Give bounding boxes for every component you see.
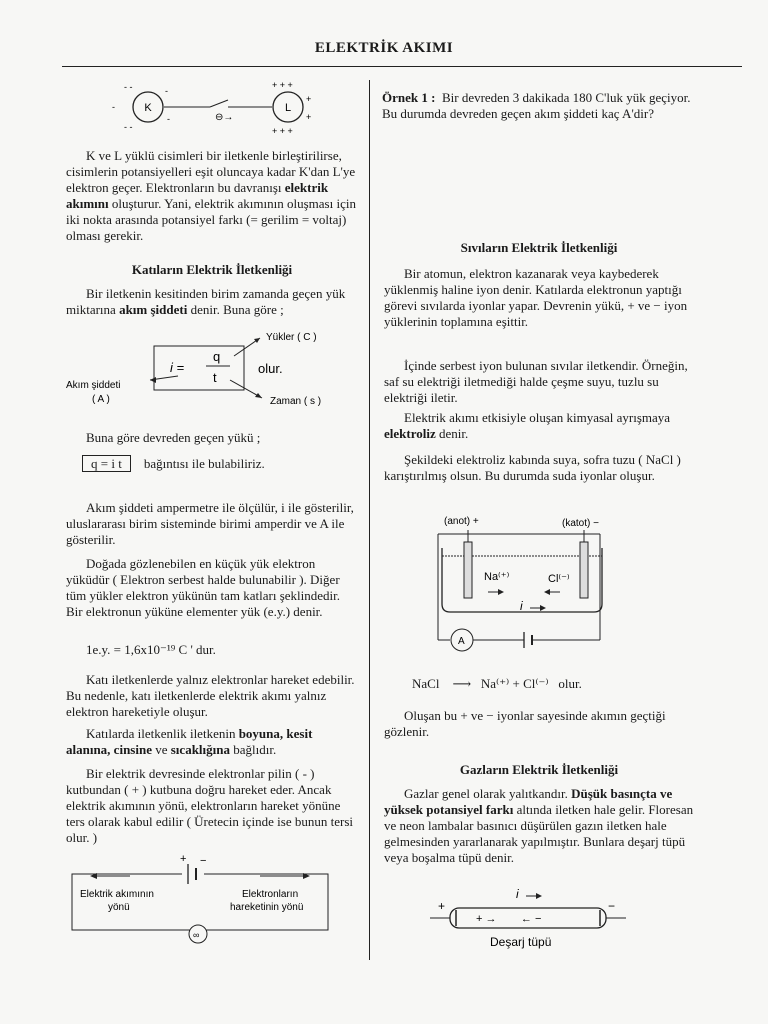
charged-spheres-figure (110, 80, 330, 142)
svg-text:olur.: olur. (258, 361, 283, 376)
svg-text:Yükler ( C ): Yükler ( C ) (266, 332, 317, 343)
svg-text:q: q (213, 349, 221, 364)
electrolysis-cell-figure (420, 512, 630, 657)
svg-text:−: − (200, 855, 207, 867)
current-formula-figure (66, 328, 356, 418)
svg-text:hareketinin yönü: hareketinin yönü (230, 902, 304, 913)
svg-text:+: + (306, 112, 312, 122)
svg-text:Elektronların: Elektronların (242, 889, 299, 900)
svg-text:A: A (458, 636, 465, 647)
gas-conductivity-paragraph: Gazlar genel olarak yalıtkandır. Düşük basınçta ve yüksek potansiyel farkı altında iletken hale gelir. Floresan ve neon lambalar basınıcı düşürülen gazın iletken hale gelmesinden yararlanarak yapılmıştır. Bunlara deşarj tüpü veya boşalma tüpü denir. (384, 786, 694, 865)
ions-current-paragraph: Oluşan bu + ve − iyonlar sayesinde akımın geçtiği gözlenir. (384, 708, 666, 739)
svg-text:yönü: yönü (108, 902, 130, 913)
svg-text:∞: ∞ (193, 930, 200, 940)
heading-gases: Gazların Elektrik İletkenliği (459, 762, 619, 777)
svg-text:Zaman ( s ): Zaman ( s ) (270, 396, 322, 407)
svg-text:Cl⁽⁻⁾: Cl⁽⁻⁾ (548, 573, 570, 585)
svg-text:-: - (167, 114, 170, 124)
svg-text:+ + +: + + + (272, 80, 293, 90)
current-direction-circuit (70, 852, 340, 952)
elementary-charge-paragraph: Doğada gözlenebilen en küçük yük elektron yüküdür ( Elektron serbest halde bulunabilir ). Diğer tüm yükler elektron yükünün tam katları şeklindedir. Bir elektronun yüküne elementer yük (e.y.) denir. (66, 556, 341, 619)
heading-liquids: Sıvıların Elektrik İletkenliği (460, 240, 618, 255)
charge-intro: Buna göre devreden geçen yükü ; (86, 430, 261, 445)
svg-text:i: i (516, 887, 519, 901)
svg-text:-: - (112, 102, 115, 112)
page-title: ELEKTRİK AKIMI (314, 40, 454, 56)
svg-text:Elektrik akımının: Elektrik akımının (80, 889, 154, 900)
conductive-liquids: İçinde serbest iyon bulunan sıvılar iletkendir. Örneğin, saf su elektriği iletmediği halde çeşme suyu, tuzlu su elektriği iletir. (384, 358, 688, 405)
svg-text:t: t (213, 370, 217, 385)
svg-text:-: - (165, 86, 168, 96)
electrolysis-equation: NaCl ⟶ Na⁽⁺⁾ + Cl⁽⁻⁾ olur. (412, 676, 582, 691)
svg-text:Deşarj tüpü: Deşarj tüpü (490, 935, 552, 949)
svg-text:(anot) +: (anot) + (444, 516, 479, 527)
solid-conductors-paragraph: Katı iletkenlerde yalnız elektronlar hareket edebilir. Bu nedenle, katı iletkenlerde elektrik akımı yalnız elektron hareketiyle oluşur. (66, 672, 355, 719)
svg-text:⊖→: ⊖→ (215, 112, 234, 123)
intro-paragraph: K ve L yüklü cisimleri bir iletkenle birleştirilirse, cisimlerin potansiyelleri eşit oluncaya kadar K'dan L'ye elektron geçer. Elektronların bu davranışı elektrik akımını oluşturur. Yani, elektrik akımının oluşması için iki nokta arasında potansiyel farkı (= gerilim = voltaj) olması gerekir. (66, 148, 356, 243)
qit-formula: q = i t bağıntısı ile bulabiliriz. (82, 456, 372, 472)
svg-text:- -: - - (124, 122, 133, 132)
svg-text:Na⁽⁺⁾: Na⁽⁺⁾ (484, 571, 510, 583)
svg-text:Akım şiddeti: Akım şiddeti (66, 380, 121, 391)
svg-text:−: − (608, 899, 616, 913)
svg-text:i =: i = (170, 360, 185, 375)
discharge-tube-figure (430, 886, 630, 952)
heading-solids: Katıların Elektrik İletkenliği (131, 262, 293, 277)
conductivity-factors: Katılarda iletkenlik iletkenin boyuna, kesit alanına, cinsine ve sıcaklığına bağlıdır. (66, 726, 313, 757)
svg-text:i: i (520, 599, 523, 613)
example-1: Örnek 1 : Bir devreden 3 dakikada 180 C'luk yük geçiyor. Bu durumda devreden geçen akım şiddeti kaç A'dir? (382, 90, 691, 121)
electrolysis-example: Şekildeki elektroliz kabında suya, sofra tuzu ( NaCl ) karıştırılmış olsun. Bu durumda suda iyonlar oluşur. (384, 452, 681, 483)
elementary-charge-value: 1e.y. = 1,6x10⁻¹⁹ C ' dur. (86, 642, 216, 657)
ion-paragraph: Bir atomun, elektron kazanarak veya kaybederek yüklenmiş haline iyon denir. Katılarda elektronun yaptığı görevi sıvılarda iyonlar yapar. Devrenin yükü, + ve − iyon yüklerinin toplamına eşittir. (384, 266, 688, 329)
title-rule (62, 66, 742, 67)
svg-text:+ + +: + + + (272, 126, 293, 136)
sphere-k-label: K (144, 102, 152, 114)
electrolysis-definition: Elektrik akımı etkisiyle oluşan kimyasal ayrışmaya elektroliz denir. (384, 410, 671, 441)
svg-text:+: + (180, 853, 187, 865)
svg-text:(katot) −: (katot) − (562, 518, 599, 529)
current-definition: Bir iletkenin kesitinden birim zamanda geçen yük miktarına akım şiddeti denir. Buna göre ; (66, 286, 346, 317)
svg-text:+: + (306, 94, 312, 104)
column-divider (369, 80, 370, 960)
ammeter-paragraph: Akım şiddeti ampermetre ile ölçülür, i ile gösterilir, uluslararası birim sisteminde birimi amperdir ve A ile gösterilir. (66, 500, 354, 547)
svg-text:( A ): ( A ) (92, 394, 110, 405)
sphere-l-label: L (284, 102, 292, 114)
svg-text:+: + (438, 899, 446, 913)
current-direction-paragraph: Bir elektrik devresinde elektronlar pilin ( - ) kutbundan ( + ) kutbuna doğru hareket eder. Ancak elektrik akımının yönü, elektronların hareket yönüne ters olarak kabul edilir ( Üretecin içinde ise bunun tersi olur. ) (66, 766, 353, 845)
svg-text:+ → ← −: + → ← − (476, 913, 542, 925)
svg-text:- -: - - (124, 82, 133, 92)
